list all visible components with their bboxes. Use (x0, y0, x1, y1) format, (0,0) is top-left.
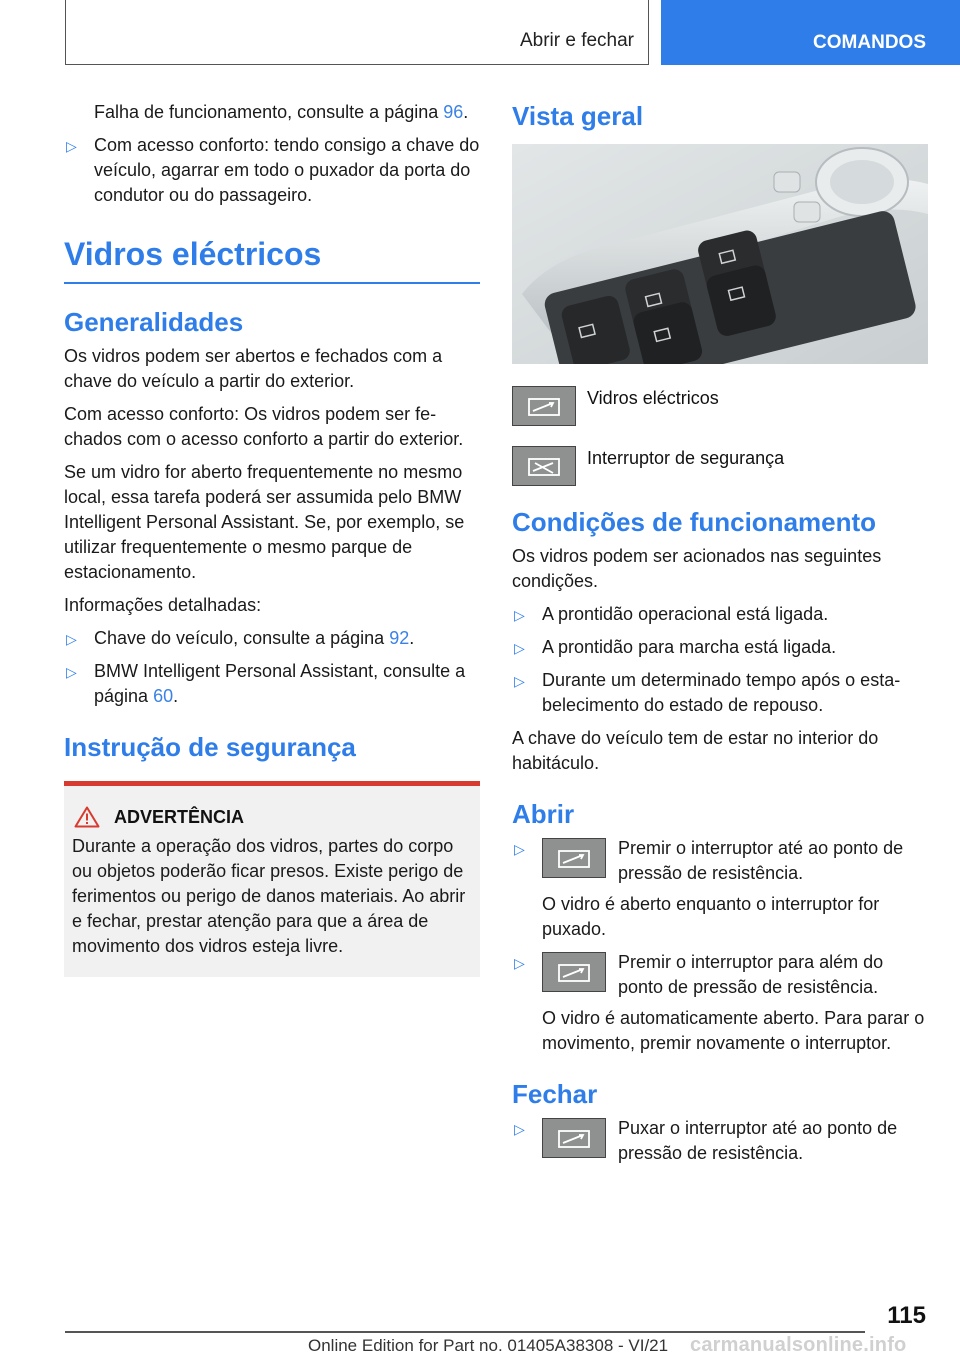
page-ref-link[interactable]: 60 (153, 686, 174, 706)
list-item: ▷ Com acesso conforto: tendo consigo a chave do veículo, agarrar em todo o puxador da porta do condutor ou do passageiro. (66, 135, 480, 205)
triangle-bullet-icon: ▷ (66, 138, 77, 154)
section-title-overview: Vista geral (512, 101, 644, 131)
triangle-bullet-icon: ▷ (66, 631, 77, 647)
close-list (512, 1116, 928, 1166)
header-chapter-tab (661, 0, 960, 65)
triangle-bullet-icon: ▷ (514, 841, 525, 857)
header-chapter-title: COMANDOS (813, 32, 926, 53)
symbol-label: Interruptor de segurança (587, 448, 785, 468)
window-switch-icon (512, 386, 576, 426)
list-item: ▷ A prontidão para marcha está ligada. (512, 635, 928, 660)
warning-title: ADVERTÊNCIA (114, 806, 245, 827)
triangle-bullet-icon: ▷ (514, 640, 525, 656)
triangle-bullet-icon: ▷ (514, 1121, 525, 1137)
section-title-safety: Instrução de segurança (64, 732, 356, 762)
section-title-open: Abrir (512, 799, 575, 829)
list-item: ▷ A prontidão operacional está ligada. (512, 602, 928, 627)
warning-box (64, 781, 480, 977)
page-number: 115 (887, 1302, 926, 1329)
section-title-general: Generalidades (64, 307, 244, 337)
triangle-bullet-icon: ▷ (514, 607, 525, 623)
chapter-title: Vidros eléctricos (64, 234, 480, 284)
symbol-label: Vidros eléctricos (587, 388, 719, 408)
warning-heading (72, 806, 472, 828)
list-item: ▷ Puxar o interruptor até ao ponto de pressão de resistência. (514, 1118, 898, 1163)
paragraph: Com acesso conforto: Os vidros podem ser fechados com o acesso conforto a partir do exterior. (64, 404, 464, 449)
section-title-close: Fechar (512, 1079, 598, 1109)
list-item: ▷ Premir o interruptor até ao ponto de pressão de resistência. O vidro é aberto enquanto o interruptor for puxado. (512, 836, 928, 942)
left-column (64, 100, 480, 977)
paragraph: A chave do veículo tem de estar no interior do habitáculo. (512, 728, 879, 773)
triangle-bullet-icon: ▷ (66, 664, 77, 680)
open-list (512, 836, 928, 1056)
conditions-list (512, 602, 928, 718)
paragraph: O vidro é aberto enquanto o interruptor for puxado. (542, 894, 880, 939)
info-list (64, 626, 480, 709)
warning-text: Durante a operação dos vidros, partes do corpo ou objetos poderão ficar presos. Existe perigo de ferimentos ou perigo de danos materiais. Ao abrir e fechar, prestar atenção para que a área de movimento dos vidros esteja livre. (72, 836, 466, 956)
page-ref-link[interactable]: 92 (389, 628, 410, 648)
window-switch-icon (542, 1118, 606, 1158)
list-item: ▷ BMW Intelligent Personal Assistant, consulte a página 60. (66, 661, 466, 706)
paragraph: Os vidros podem ser acionados nas seguintes condições. (512, 546, 882, 591)
footer-watermark: carmanualsonline.info (690, 1334, 907, 1356)
intro-list (64, 133, 480, 208)
window-switch-icon (542, 952, 606, 992)
safety-switch-icon (512, 446, 576, 486)
header-section-title: Abrir e fechar (519, 30, 634, 51)
intro-continuation: Falha de funcionamento, consulte a página 96. (94, 102, 469, 122)
list-item: ▷ Chave do veículo, consulte a página 92. (64, 626, 480, 651)
page-ref-link[interactable]: 96 (443, 102, 464, 122)
window-switch-panel-photo (512, 144, 928, 364)
paragraph: Os vidros podem ser abertos e fechados com a chave do veículo a partir do exterior. (64, 346, 443, 391)
triangle-bullet-icon: ▷ (514, 955, 525, 971)
list-item: ▷ Durante um determinado tempo após o estabelecimento do estado de repouso. (514, 670, 901, 715)
footer-divider (65, 1331, 865, 1333)
info-label: Informações detalhadas: (64, 595, 262, 615)
window-switch-icon (542, 838, 606, 878)
section-title-conditions: Condições de funcionamento (512, 507, 877, 537)
list-item: ▷ Premir o interruptor para além do ponto de pressão de resistência. O vidro é automaticamente aberto. Para parar o movimento, premir novamente o interruptor. (512, 950, 928, 1056)
header-section-tab (65, 0, 649, 65)
symbol-row (512, 446, 928, 486)
paragraph: O vidro é automaticamente aberto. Para parar o movimento, premir novamente o interruptor. (542, 1008, 925, 1053)
warning-triangle-icon (74, 806, 100, 828)
footer-edition: Online Edition for Part no. 01405A38308 - VI/21 (308, 1336, 669, 1355)
symbol-row (512, 386, 928, 426)
paragraph: Se um vidro for aberto frequentemente no mesmo local, essa tarefa poderá ser assumida pelo BMW Intelligent Personal Assistant. Se, por exemplo, se utilizar frequentemente o mesmo parque de estacionamento. (64, 462, 465, 582)
right-column (512, 100, 928, 1174)
triangle-bullet-icon: ▷ (514, 673, 525, 689)
